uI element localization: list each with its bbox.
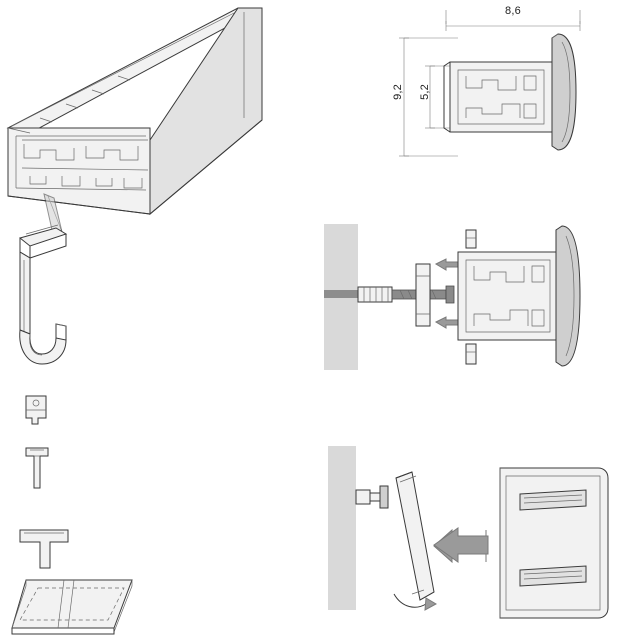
small-parts bbox=[18, 392, 78, 502]
profile-perspective bbox=[0, 0, 290, 220]
panel-front bbox=[494, 460, 616, 630]
mount-arrow bbox=[432, 524, 492, 564]
base-plate bbox=[6, 520, 156, 640]
hook-bracket bbox=[8, 222, 118, 372]
wall-mount-section bbox=[318, 218, 608, 378]
dimension-height-inner-label: 5,2 bbox=[419, 84, 431, 100]
dimension-width-label: 8,6 bbox=[505, 5, 521, 17]
dimension-height-total-label: 9,2 bbox=[392, 84, 404, 100]
